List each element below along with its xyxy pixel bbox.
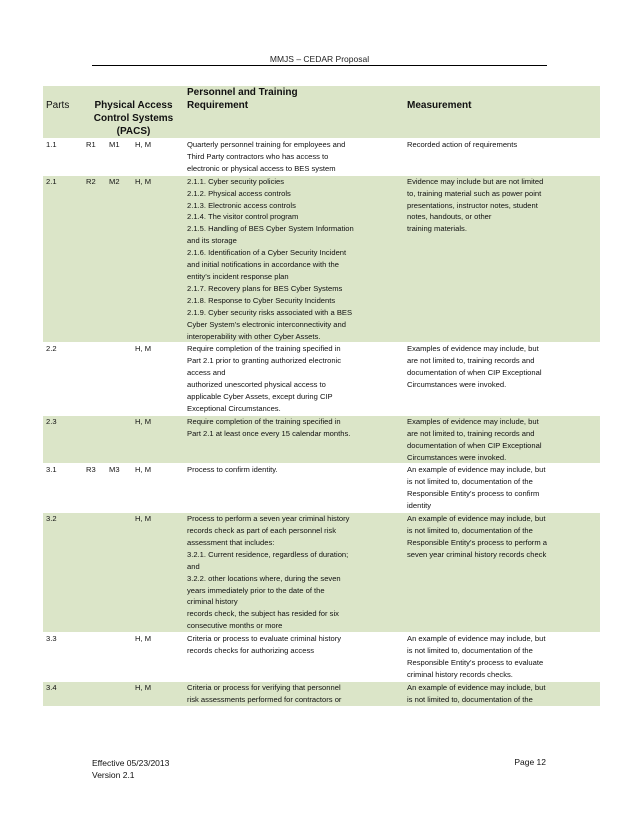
- level-cell: H, M: [132, 681, 184, 705]
- table-row: [43, 139, 600, 176]
- requirement-line: Criteria or process to evaluate criminal history: [187, 634, 342, 644]
- requirement-line: years immediately prior to the date of the: [187, 585, 325, 595]
- measurement-line: is not limited to, documentation of the: [407, 477, 533, 487]
- level-cell: H, M: [135, 140, 152, 149]
- requirement-line: risk assessments performed for contractors or: [187, 694, 342, 704]
- header-divider: [92, 65, 547, 66]
- r-cell: [83, 681, 106, 705]
- requirement-line: 2.1.1. Cyber security policies: [187, 176, 285, 186]
- version-label: Version 2.1: [92, 770, 135, 780]
- requirement-line: 3.2.1. Current residence, regardless of duration;: [187, 549, 349, 559]
- m-cell: [106, 681, 132, 705]
- measurement-line: seven year criminal history records check: [407, 549, 547, 559]
- r-cell: R2: [83, 175, 106, 343]
- measurement-line: Responsible Entity’s process to perform a: [407, 537, 547, 547]
- measurement-cell: [404, 464, 600, 513]
- measurement-line: Examples of evidence may include, but: [407, 344, 539, 354]
- m-cell: [106, 415, 132, 464]
- requirement-line: 2.1.2. Physical access controls: [187, 188, 291, 198]
- level-cell: H, M: [135, 344, 152, 354]
- measurement-line: training materials.: [407, 224, 467, 234]
- requirement-line: and: [187, 561, 200, 571]
- measurement-cell: [404, 139, 600, 176]
- table-row: [43, 633, 600, 682]
- measurement-line: Responsible Entity’s process to confirm: [407, 489, 540, 499]
- requirement-line: 2.1.7. Recovery plans for BES Cyber Systems: [187, 283, 343, 293]
- level-cell: H, M: [132, 513, 184, 633]
- measurement-line: identity: [407, 501, 432, 511]
- requirement-line: records check as part of each personnel risk: [187, 526, 336, 535]
- requirement-line: 2.1.9. Cyber security risks associated with a BES: [187, 307, 353, 317]
- requirement-line: electronic or physical access to BES system: [187, 163, 336, 173]
- table-row: [43, 343, 600, 415]
- measurement-line: An example of evidence may include, but: [407, 514, 546, 524]
- requirement-line: Third Party contractors who has access to: [187, 151, 329, 161]
- part-cell: 2.3: [43, 415, 83, 464]
- measurement-line: documentation of when CIP Exceptional: [407, 440, 542, 450]
- requirement-cell: [184, 175, 404, 343]
- measurement-line: to, training material such as power point: [407, 188, 542, 198]
- requirement-line: consecutive months or more: [187, 621, 283, 631]
- section-title: Personnel and Training: [184, 86, 600, 99]
- section-title-row: [43, 86, 600, 99]
- part-cell: 1.1: [46, 140, 57, 149]
- requirement-cell: [184, 513, 404, 633]
- r-cell: [83, 343, 106, 415]
- requirement-line: Process to confirm identity.: [187, 465, 278, 475]
- table-row: [43, 415, 600, 464]
- measurement-cell: [404, 415, 600, 464]
- requirement-line: Cyber System’s electronic interconnectivity and: [187, 319, 346, 329]
- measurement-line: An example of evidence may include, but: [407, 682, 546, 692]
- requirement-line: assessment that includes:: [187, 537, 275, 547]
- r-cell: [83, 415, 106, 464]
- part-cell: 3.1: [46, 465, 57, 475]
- m-cell: M3: [109, 465, 120, 475]
- measurement-line: Examples of evidence may include, but: [407, 416, 539, 426]
- measurement-line: are not limited to, training records and: [407, 428, 535, 438]
- personnel-training-table: [43, 86, 600, 706]
- m-cell: [106, 343, 132, 415]
- measurement-line: Responsible Entity’s process to evaluate: [407, 657, 544, 667]
- requirement-line: and initial notifications in accordance with the: [187, 260, 339, 270]
- table-row: [43, 681, 600, 705]
- requirement-cell: [184, 343, 404, 415]
- requirement-line: 2.1.4. The visitor control program: [187, 212, 299, 222]
- measurement-line: An example of evidence may include, but: [407, 634, 546, 644]
- measurement-line: notes, handouts, or other: [407, 212, 492, 222]
- requirement-line: Require completion of the training specified in: [187, 344, 341, 354]
- r-cell: [83, 633, 106, 682]
- effective-date: Effective 05/23/2013: [92, 758, 170, 768]
- r-cell: [83, 513, 106, 633]
- level-cell: H, M: [135, 634, 152, 644]
- requirement-line: Part 2.1 prior to granting authorized electronic: [187, 356, 342, 366]
- part-cell: 3.4: [43, 681, 83, 705]
- measurement-line: is not limited to, documentation of the: [407, 526, 533, 535]
- part-cell: 3.2: [43, 513, 83, 633]
- m-cell: M2: [106, 175, 132, 343]
- requirement-cell: [184, 681, 404, 705]
- column-header-measurement: Measurement: [404, 99, 600, 139]
- requirement-line: 2.1.6. Identification of a Cyber Security Incident: [187, 248, 347, 258]
- part-cell: 2.1: [43, 175, 83, 343]
- table-row: [43, 513, 600, 633]
- requirement-cell: [184, 464, 404, 513]
- measurement-cell: [404, 175, 600, 343]
- requirement-line: 2.1.3. Electronic access controls: [187, 200, 296, 210]
- measurement-line: An example of evidence may include, but: [407, 465, 546, 475]
- table-header-row: [43, 99, 600, 139]
- measurement-line: Circumstances were invoked.: [407, 380, 507, 390]
- requirement-cell: [184, 139, 404, 176]
- document-header: MMJS – CEDAR Proposal: [269, 54, 370, 64]
- footer-info: [92, 757, 169, 781]
- r-cell: R3: [86, 465, 96, 475]
- measurement-line: Evidence may include but are not limited: [407, 176, 544, 186]
- requirement-cell: [184, 633, 404, 682]
- m-cell: [106, 513, 132, 633]
- table-row: [43, 464, 600, 513]
- requirement-line: entity’s incident response plan: [187, 271, 289, 281]
- measurement-cell: [404, 343, 600, 415]
- level-cell: H, M: [135, 465, 152, 475]
- requirement-line: and its storage: [187, 236, 237, 246]
- measurement-line: is not limited to, documentation of the: [407, 694, 533, 704]
- requirement-line: Require completion of the training specified in: [187, 416, 341, 426]
- r-cell: R1: [86, 140, 96, 149]
- measurement-line: documentation of when CIP Exceptional: [407, 368, 542, 378]
- requirement-line: access and: [187, 368, 226, 378]
- column-header-parts: Parts: [43, 99, 83, 139]
- level-cell: H, M: [132, 415, 184, 464]
- measurement-cell: [404, 513, 600, 633]
- part-cell: 2.2: [46, 344, 57, 354]
- requirement-line: Criteria or process for verifying that personnel: [187, 682, 341, 692]
- measurement-line: Circumstances were invoked.: [407, 452, 507, 462]
- requirement-line: Exceptional Circumstances.: [187, 403, 281, 413]
- requirement-cell: [184, 415, 404, 464]
- measurement-line: Recorded action of requirements: [407, 140, 518, 149]
- measurement-line: presentations, instructor notes, student: [407, 200, 538, 210]
- table-row: [43, 175, 600, 343]
- measurement-cell: [404, 633, 600, 682]
- measurement-line: criminal history records checks.: [407, 669, 513, 679]
- requirement-line: criminal history: [187, 597, 238, 607]
- requirement-line: Part 2.1 at least once every 15 calendar months.: [187, 428, 351, 438]
- page-number: Page 12: [514, 757, 546, 767]
- requirement-line: authorized unescorted physical access to: [187, 380, 326, 390]
- m-cell: M1: [109, 140, 120, 149]
- measurement-line: are not limited to, training records and: [407, 356, 535, 366]
- measurement-line: is not limited to, documentation of the: [407, 646, 533, 656]
- requirement-line: records checks for authorizing access: [187, 646, 315, 656]
- part-cell: 3.3: [46, 634, 57, 644]
- requirement-line: 2.1.5. Handling of BES Cyber System Information: [187, 224, 354, 234]
- m-cell: [106, 633, 132, 682]
- column-header-requirement: Requirement: [184, 99, 404, 139]
- requirement-line: 2.1.8. Response to Cyber Security Incidents: [187, 295, 336, 305]
- requirement-line: 3.2.2. other locations where, during the seven: [187, 573, 341, 583]
- requirement-line: interoperability with other Cyber Assets.: [187, 331, 321, 341]
- requirement-line: applicable Cyber Assets, except during CIP: [187, 392, 333, 402]
- requirement-line: Quarterly personnel training for employees and: [187, 140, 346, 149]
- requirement-line: records check, the subject has resided for six: [187, 609, 339, 619]
- column-header-pacs: Physical Access Control Systems (PACS): [83, 99, 184, 139]
- level-cell: H, M: [132, 175, 184, 343]
- measurement-cell: [404, 681, 600, 705]
- requirement-line: Process to perform a seven year criminal history: [187, 514, 350, 524]
